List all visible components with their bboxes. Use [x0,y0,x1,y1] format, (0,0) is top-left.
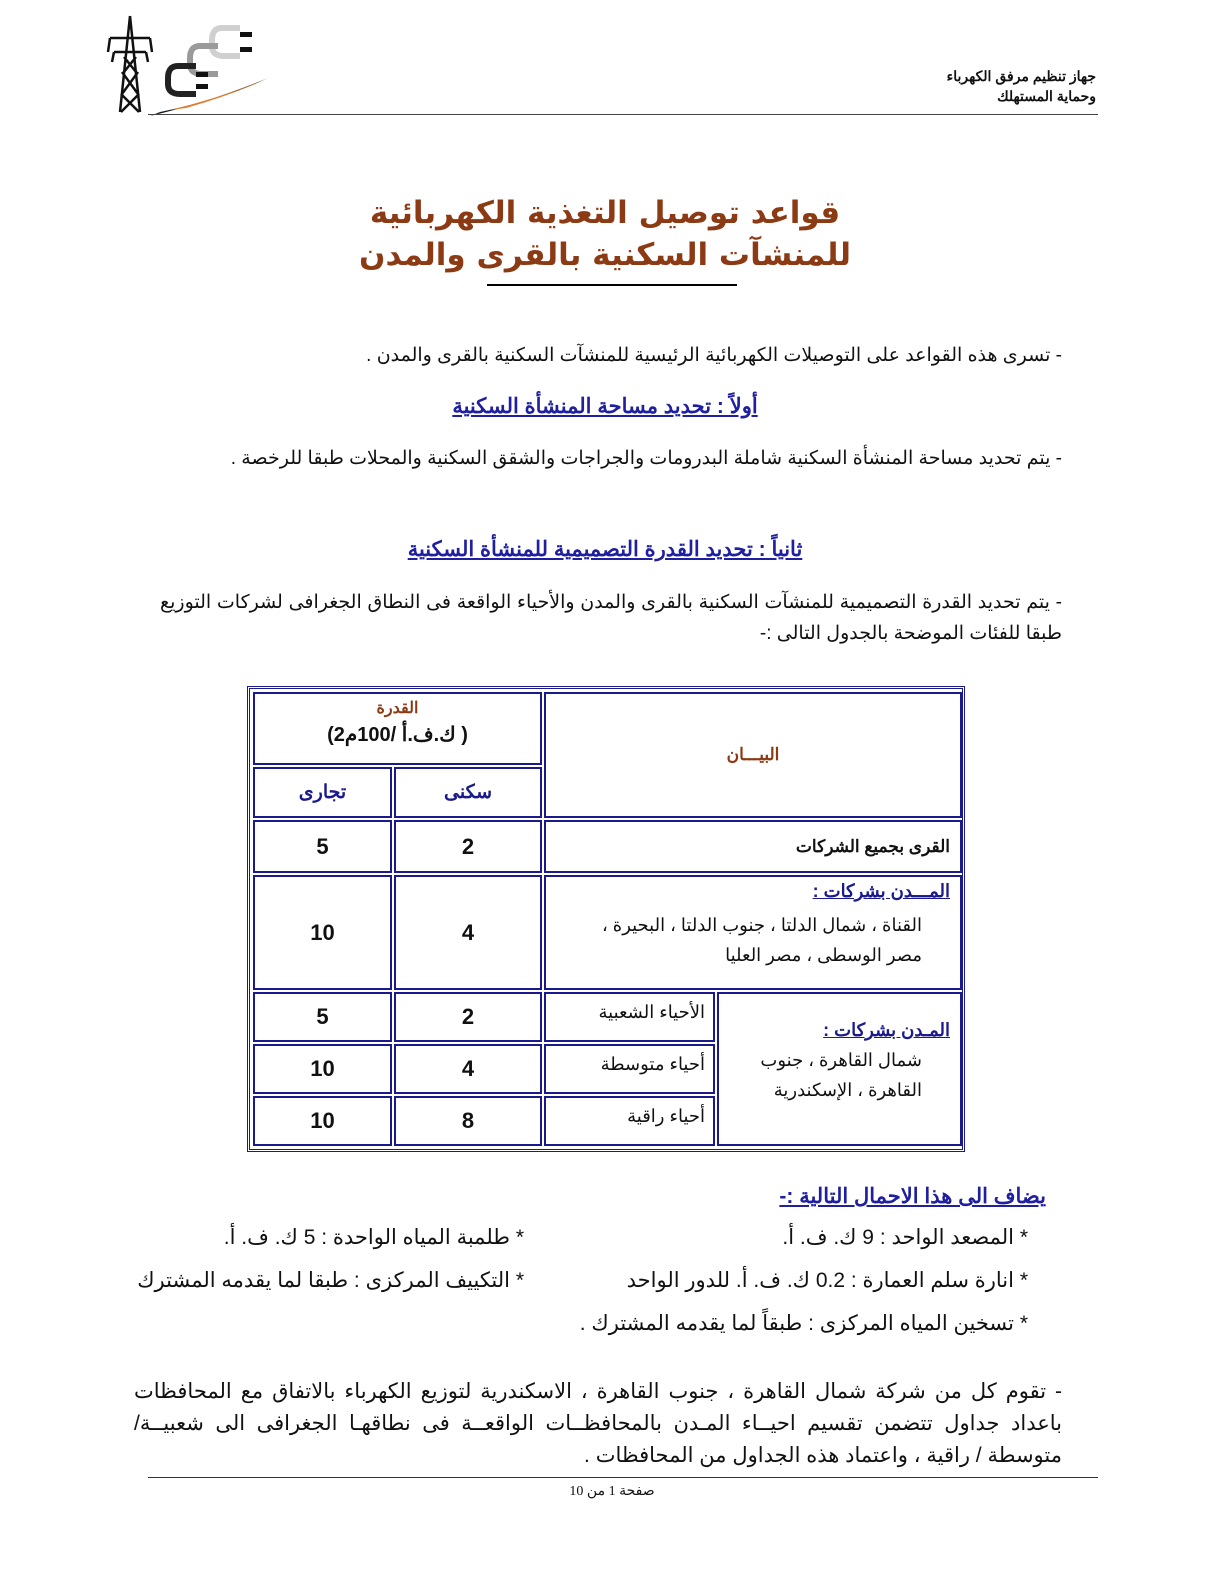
section-1-text: - يتم تحديد مساحة المنشأة السكنية شاملة البدرومات والجراجات والشقق السكنية والمحلات طبقا للرخصة . [230,448,1062,469]
org-line-1: جهاز تنظيم مرفق الكهرباء [946,68,1096,84]
load-water-pump: * طلمبة المياه الواحدة : 5 ك. ف. أ. [223,1226,524,1249]
group3-row1-residential: 2 [394,992,542,1042]
closing-paragraph: - تقوم كل من شركة شمال القاهرة ، جنوب القاهرة ، الاسكندرية لتوزيع الكهرباء بالاتفاق مع المحافظات باعداد جداول تتضمن تقسيم احيــاء المـدن بالمحافظــات الواقعــة فى نطاقهـا الجغرافى الى شعبيــة/ متوسطة / راقية ، واعتماد هذه الجداول من المحافظات . [134,1380,1062,1467]
document-title-line-1: قواعد توصيل التغذية الكهربائية [369,195,841,231]
group3-row3-commercial: 10 [253,1096,392,1146]
power-rates-table [247,686,965,1152]
additional-loads-heading: يضاف الى هذا الاحمال التالية :- [779,1185,1046,1208]
organization-name [947,66,1096,106]
load-central-ac: * التكييف المركزى : طبقا لما يقدمه المشترك [137,1269,524,1292]
power-header-unit: ( ك.ف.أ /100م2) [327,724,468,746]
row1-commercial: 5 [253,820,392,873]
row2-companies-line-2: مصر الوسطى ، مصر العليا [725,945,922,965]
page-number: صفحة 1 من 10 [569,1484,655,1499]
power-header-label: القدرة [376,700,419,717]
statement-header-cell [544,692,962,818]
load-elevator: * المصعد الواحد : 9 ك. ف. أ. [782,1226,1028,1249]
group3-label-cell [717,992,962,1146]
title-underline [487,284,737,286]
section-2-heading: ثانياً : تحديد القدرة التصميمية للمنشأة السكنية [407,538,803,561]
group3-row2-residential: 4 [394,1044,542,1094]
intro-paragraph: - تسرى هذه القواعد على التوصيلات الكهربائية الرئيسية للمنشآت السكنية بالقرى والمدن . [366,345,1062,366]
group3-companies-line-2: القاهرة ، الإسكندرية [773,1080,922,1100]
statement-header-label: البيـــان [726,745,780,764]
regulator-logo [100,12,270,118]
row1-residential: 2 [394,820,542,873]
group3-companies-line-1: شمال القاهرة ، جنوب [760,1050,922,1070]
load-stair-lighting: * انارة سلم العمارة : 0.2 ك. ف. أ. للدور الواحد [626,1269,1028,1292]
row2-residential: 4 [394,875,542,990]
residential-column-header: سكنى [394,767,542,818]
section-1-heading: أولاً : تحديد مساحة المنشأة السكنية [452,395,758,418]
row1-label: القرى بجميع الشركات [544,820,962,873]
load-water-heating: * تسخين المياه المركزى : طبقاً لما يقدمه المشترك . [579,1312,1028,1335]
header-divider [148,114,1098,115]
document-title-line-2: للمنشآت السكنية بالقرى والمدن [358,237,851,273]
group3-row3-residential: 8 [394,1096,542,1146]
org-line-2: وحماية المستهلك [997,88,1096,104]
commercial-column-header: تجارى [253,767,392,818]
group3-row1-label: الأحياء الشعبية [544,992,715,1042]
row2-commercial: 10 [253,875,392,990]
section-2-text: - يتم تحديد القدرة التصميمية للمنشآت السكنية بالقرى والمدن والأحياء الواقعة فى النطاق الجغرافى لشركات التوزيع طبقا للفئات الموضحة بالجدول التالى :- [160,592,1062,644]
group3-title: المـدن بشركات : [823,1020,950,1040]
row2-label-cell [544,875,962,990]
power-header-cell [253,692,542,765]
group3-row3-label: أحياء راقية [544,1096,715,1146]
row2-title: المـــدن بشركات : [812,881,950,901]
group3-row2-label: أحياء متوسطة [544,1044,715,1094]
group3-row1-commercial: 5 [253,992,392,1042]
group3-row2-commercial: 10 [253,1044,392,1094]
row2-companies-line-1: القناة ، شمال الدلتا ، جنوب الدلتا ، البحيرة ، [601,915,922,935]
footer-divider [148,1477,1098,1478]
